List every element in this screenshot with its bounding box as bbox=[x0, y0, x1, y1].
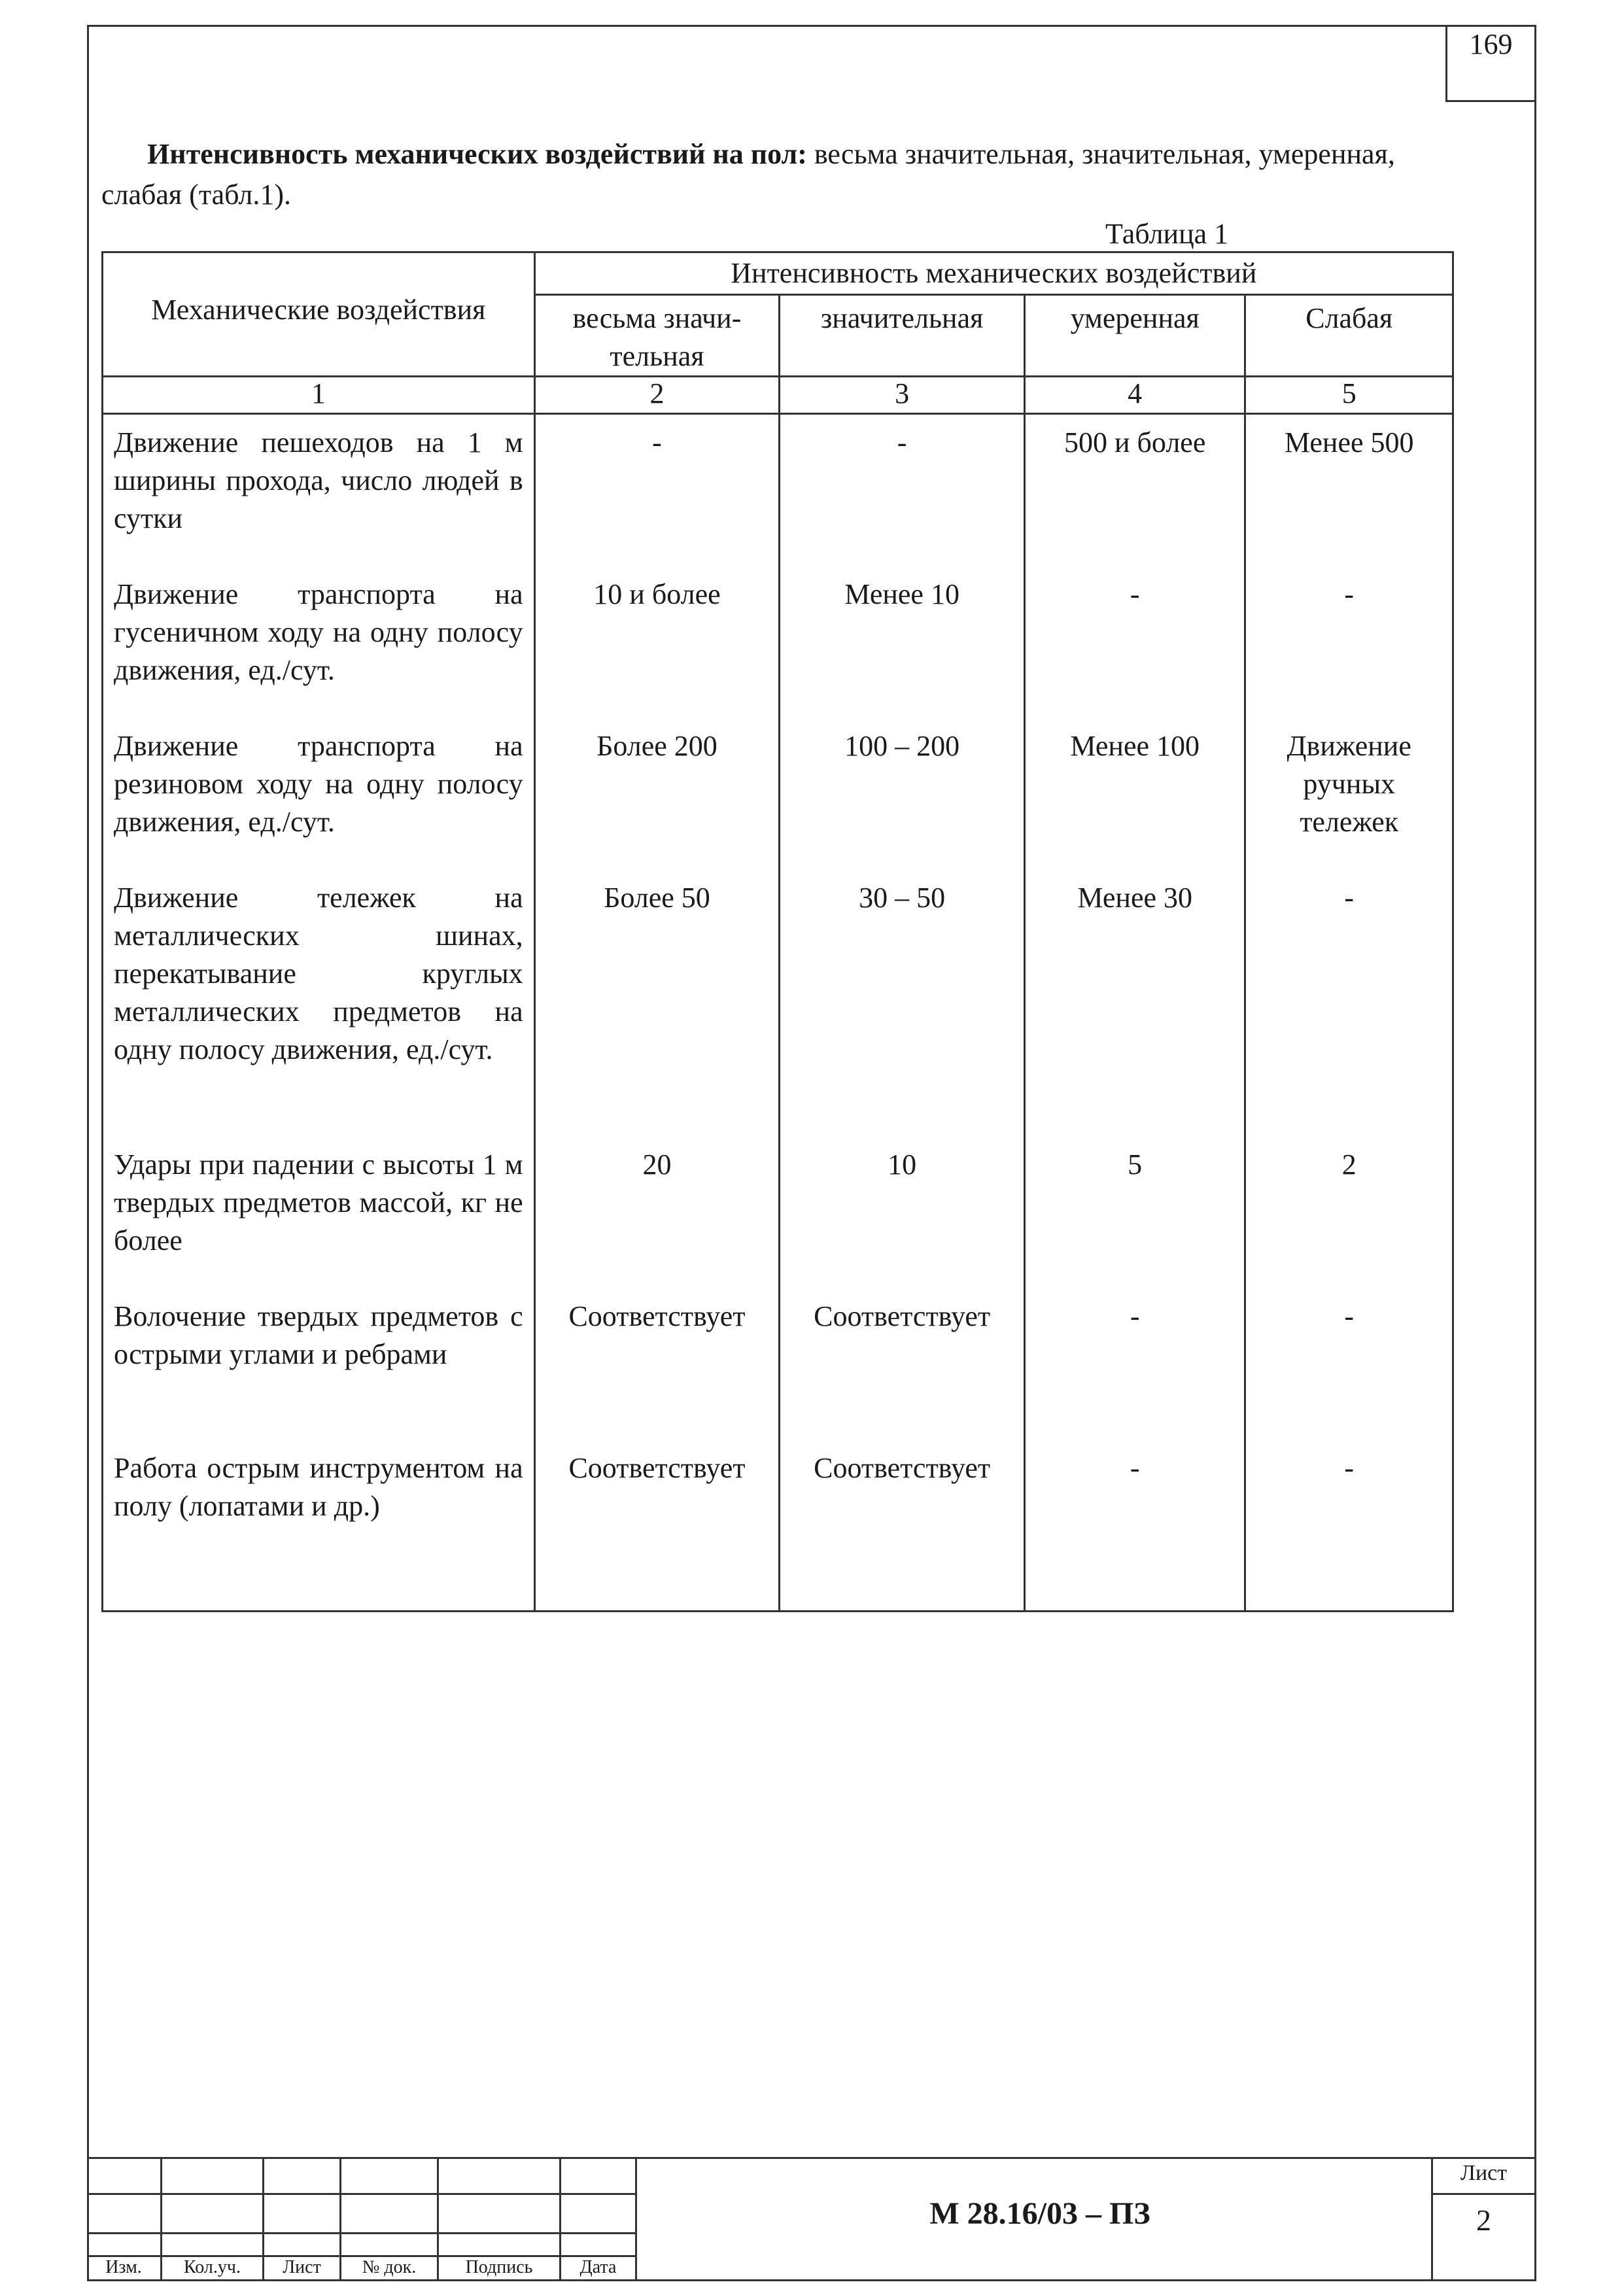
column-header: значительная bbox=[780, 295, 1025, 377]
row-header: Механические воздействия bbox=[151, 294, 486, 326]
column-header: весьма значи-тельная bbox=[534, 295, 780, 377]
stamp-label-kol-uch: Кол.уч. bbox=[184, 2257, 241, 2277]
row-header-cell bbox=[103, 252, 535, 377]
stamp-line bbox=[87, 2193, 635, 2195]
stamp-line bbox=[87, 2157, 1536, 2159]
table-cell: 20 bbox=[642, 1148, 672, 1181]
table-cell: Более 50 bbox=[604, 882, 710, 914]
page-number: 169 bbox=[1469, 28, 1513, 60]
intro-bold: Интенсивность механических воздействий на пол: bbox=[147, 138, 807, 170]
intro-paragraph bbox=[101, 134, 1442, 215]
table-body bbox=[103, 414, 1453, 1612]
column-number: 2 bbox=[534, 377, 780, 414]
table-cell: 10 bbox=[888, 1148, 917, 1181]
table-cell: Соответствует bbox=[568, 1300, 746, 1332]
stamp-label-signature: Подпись bbox=[465, 2257, 533, 2277]
table-caption: Таблица 1 bbox=[1105, 218, 1229, 250]
table-cell: Менее 10 bbox=[844, 578, 959, 610]
column-number: 4 bbox=[1024, 377, 1245, 414]
table-cell: 10 и более bbox=[593, 578, 721, 610]
column-number: 1 bbox=[103, 377, 535, 414]
table-cell: - bbox=[1344, 882, 1355, 914]
column-number: 3 bbox=[780, 377, 1025, 414]
table-cell: Движение ручных тележек bbox=[1287, 730, 1411, 838]
row-label: Работа острым инструментом на полу (лопатами и др.) bbox=[114, 1452, 523, 1522]
intro-text: весьма значительная, значительная, умеренная, слабая (табл.1). bbox=[101, 138, 1395, 211]
column-number: 5 bbox=[1245, 377, 1453, 414]
table-cell: Менее 100 bbox=[1070, 730, 1200, 762]
sheet-label: Лист bbox=[1460, 2161, 1508, 2185]
table-cell: Соответствует bbox=[814, 1300, 991, 1332]
table-cell: 100 – 200 bbox=[844, 730, 960, 762]
table-cell: 30 – 50 bbox=[859, 882, 946, 914]
values-column-3 bbox=[780, 414, 1025, 1612]
table-cell: 5 bbox=[1128, 1148, 1143, 1181]
table-cell: - bbox=[1344, 1300, 1355, 1332]
table-cell: - bbox=[1130, 1300, 1140, 1332]
row-label: Движение пешеходов на 1 м ширины прохода, число людей в сутки bbox=[114, 426, 523, 534]
stamp-line bbox=[635, 2157, 637, 2281]
row-label: Волочение твердых предметов с острыми углами и ребрами bbox=[114, 1300, 523, 1370]
table-cell: - bbox=[1130, 578, 1140, 610]
values-column-5 bbox=[1245, 414, 1453, 1612]
table-cell: Менее 500 bbox=[1284, 426, 1414, 458]
table-cell: - bbox=[1344, 578, 1355, 610]
column-header: Слабая bbox=[1245, 295, 1453, 377]
table-cell: - bbox=[652, 426, 662, 458]
stamp-label-izm: Изм. bbox=[105, 2257, 142, 2277]
table-cell: Соответствует bbox=[568, 1452, 746, 1484]
row-label: Движение транспорта на резиновом ходу на одну полосу движения, ед./сут. bbox=[114, 730, 523, 838]
table-cell: 500 и более bbox=[1063, 426, 1206, 458]
stamp-line bbox=[87, 2232, 635, 2234]
table-cell: - bbox=[1130, 1452, 1140, 1484]
stamp-label-list: Лист bbox=[283, 2257, 321, 2277]
stamp-line bbox=[1431, 2193, 1536, 2195]
document-code: М 28.16/03 – ПЗ bbox=[929, 2196, 1150, 2231]
column-number-row bbox=[103, 377, 1453, 414]
row-label: Удары при падении с высоты 1 м твердых предметов массой, кг не более bbox=[114, 1148, 523, 1256]
stamp-label-doc: № док. bbox=[362, 2257, 417, 2277]
intensity-table bbox=[101, 251, 1454, 1612]
sheet-number: 2 bbox=[1476, 2203, 1491, 2237]
stamp-label-date: Дата bbox=[579, 2257, 617, 2277]
values-column-4 bbox=[1024, 414, 1245, 1612]
table-cell: 2 bbox=[1341, 1148, 1356, 1181]
values-column-2 bbox=[534, 414, 780, 1612]
group-header-cell bbox=[534, 252, 1453, 295]
table-cell: Соответствует bbox=[814, 1452, 991, 1484]
table-cell: Более 200 bbox=[596, 730, 717, 762]
table-cell: - bbox=[1344, 1452, 1355, 1484]
table-cell: - bbox=[897, 426, 907, 458]
table-cell: Менее 30 bbox=[1077, 882, 1193, 914]
column-header: умеренная bbox=[1024, 295, 1245, 377]
labels-column bbox=[103, 414, 535, 1612]
table-header-row bbox=[103, 252, 1453, 295]
row-label: Движение тележек на металлических шинах, перекатывание круглых металлических предметов на одну полосу движения, ед./сут. bbox=[114, 882, 523, 1065]
row-label: Движение транспорта на гусеничном ходу на одну полосу движения, ед./сут. bbox=[114, 578, 523, 686]
group-header: Интенсивность механических воздействий bbox=[731, 257, 1257, 289]
